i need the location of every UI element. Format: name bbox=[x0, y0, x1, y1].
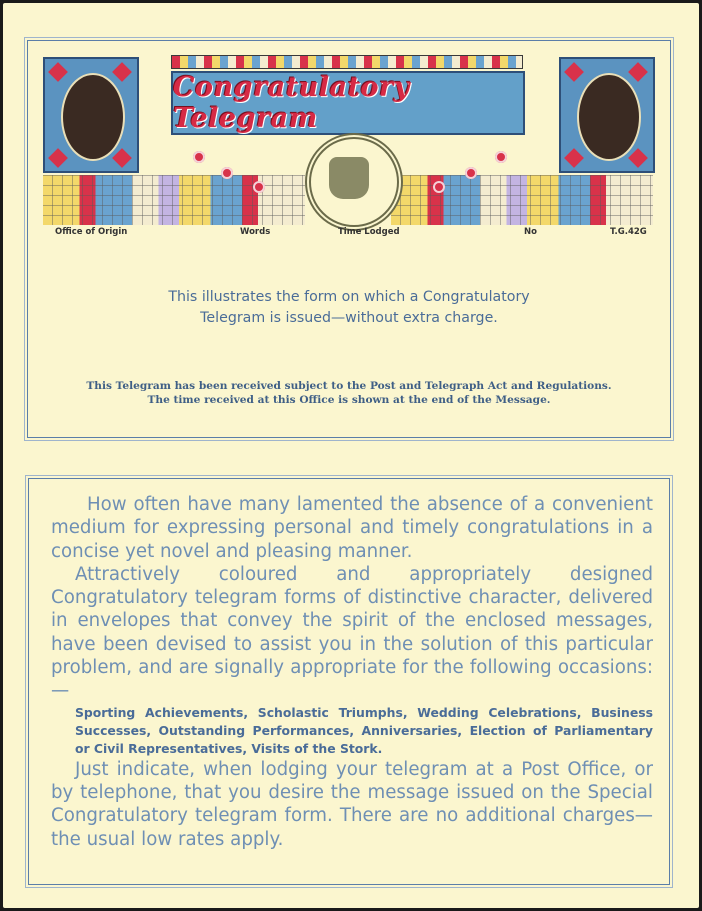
urn-handshake-icon bbox=[329, 157, 369, 199]
form-field-labels bbox=[50, 227, 650, 241]
advertisement-frame bbox=[28, 478, 670, 885]
wreath-emblem bbox=[305, 133, 403, 231]
mosaic-band-right bbox=[391, 175, 653, 225]
mosaic-band-left bbox=[43, 175, 305, 225]
advertisement-text bbox=[51, 493, 653, 851]
telegram-sheet bbox=[3, 3, 699, 908]
time-lodged-label: Time Lodged bbox=[338, 227, 400, 237]
number-label: No bbox=[524, 227, 537, 237]
header-artwork bbox=[43, 55, 653, 225]
regulations-notice: This Telegram has been received subject to the Post and Telegraph Act and Regulations. The time received at this Office is shown at the end of the Message. bbox=[86, 380, 612, 406]
right-ornament-panel bbox=[559, 57, 655, 173]
left-ornament-panel bbox=[43, 57, 139, 173]
occasions-list: Sporting Achievements, Scholastic Triumphs, Wedding Celebrations, Business Successes, Outstanding Performances, Anniversaries, Election of Parliamentary or Civil Representatives, Visits of the Stork. bbox=[75, 704, 653, 756]
title-plate bbox=[171, 71, 525, 135]
paragraph-instructions: Just indicate, when lodging your telegram at a Post Office, or by telephone, that you desire the message issued on the Special Congratulatory telegram form. There are no additional charges—the usual low rates apply. bbox=[51, 758, 653, 850]
office-of-origin-label: Office of Origin bbox=[55, 227, 128, 237]
paragraph-description: Attractively coloured and appropriately designed Congratulatory telegram forms of distinctive character, delivered in envelopes that convey the spirit of the enclosed messages, have been devised to assist you in the solution of this particular problem, and are signally appropriate for the following occasions:— bbox=[51, 563, 653, 702]
telegram-title: Congratulatory Telegram bbox=[173, 72, 410, 134]
sample-notice: This illustrates the form on which a Congratulatory Telegram is issued—without extra charge. bbox=[168, 289, 530, 326]
form-code: T.G.42G bbox=[610, 227, 647, 237]
words-label: Words bbox=[240, 227, 271, 237]
mosaic-border-top bbox=[171, 55, 523, 69]
telegram-form-frame bbox=[27, 40, 671, 438]
paragraph-intro: How often have many lamented the absence of a convenient medium for expressing personal and timely congratulations in a concise yet novel and pleasing manner. bbox=[51, 494, 653, 562]
